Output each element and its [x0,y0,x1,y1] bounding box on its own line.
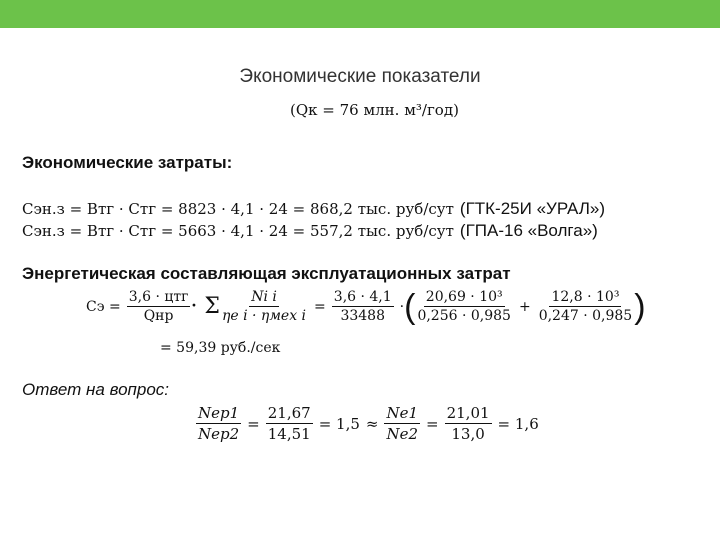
energy-lhs: Сэ = [86,298,121,315]
energy-fraction-2: $\frac{\text{Ni i}}{\text{ηe i · ηмех i}}$ [221,289,307,324]
ratio-fraction-1: $\frac{\text{Nep1}}{\text{Nep2}}$ [198,404,240,443]
ratio-fraction-3: $\frac{Ne1}{Ne2}$ [386,404,419,443]
energy-fraction-5: $\frac{\text{12,8 · 10³}}{0,247 \cdot 0,985}$ [538,289,633,324]
energy-fraction-1: $\frac{\text{3,6 · цтг}}{\text{Qнр}}$ [128,289,189,324]
ratio-equals-3: = [426,414,439,433]
sum-operator: · Σ [190,294,220,319]
ratio-result-1: = 1,5 [318,414,360,433]
cost-line-2 [22,221,598,241]
cost-line-2-unit: (ГПА-16 «Волга») [459,221,598,240]
ratio-equals-1: = [247,414,260,433]
section-energy-component: Энергетическая составляющая эксплуатационных затрат [22,264,511,283]
energy-equals: = [314,298,326,315]
ratio-result-2: = 1,6 [497,414,539,433]
ratio-fraction-2: $\frac{21,67}{14,51}$ [267,404,311,443]
energy-plus: + [518,298,531,315]
energy-dot: · [399,298,405,315]
energy-formula: Сэ = $\frac{\text{3,6 · цтг}}{\text{Qнр}}$ · Σ $\frac{\text{Ni i}}{\text{ηe i · ηмех i}}$ = $\frac{3,6 \cdot 4,1}{33488}$ · ( $\frac{\text{20,69 · 10³}}{0,256 \cdot 0,985}$ + $\frac{\text{12,8 · 10³}}{0,247 \cdot 0,985}$ ) [86,287,646,326]
cost-line-1-formula: Сэн.з = Bтг · Cтг = 8823 · 4,1 · 24 = 868,2 тыс. руб/сут [22,200,454,218]
cost-line-1 [22,199,605,219]
ratio-fraction-4: $\frac{21,01}{13,0}$ [446,404,490,443]
cost-line-2-formula: Сэн.з = Bтг · Cтг = 5663 · 4,1 · 24 = 557,2 тыс. руб/сут [22,222,454,240]
energy-fraction-4: $\frac{\text{20,69 · 10³}}{0,256 \cdot 0,985}$ [417,289,511,324]
answer-label: Ответ на вопрос: [22,380,170,399]
slide-title: Экономические показатели [239,66,481,87]
section-economic-costs: Экономические затраты: [22,153,233,172]
energy-result: = 59,39 руб./сек [160,340,281,356]
top-green-bar [0,0,720,28]
answer-formula [196,404,539,443]
cost-line-1-unit: (ГТК-25И «УРАЛ») [459,199,606,218]
flow-rate-formula: (Qк = 76 млн. м³/год) [290,101,459,119]
approx-sign: ≈ [365,414,379,433]
energy-fraction-3: $\frac{3,6 \cdot 4,1}{33488}$ [333,289,392,324]
